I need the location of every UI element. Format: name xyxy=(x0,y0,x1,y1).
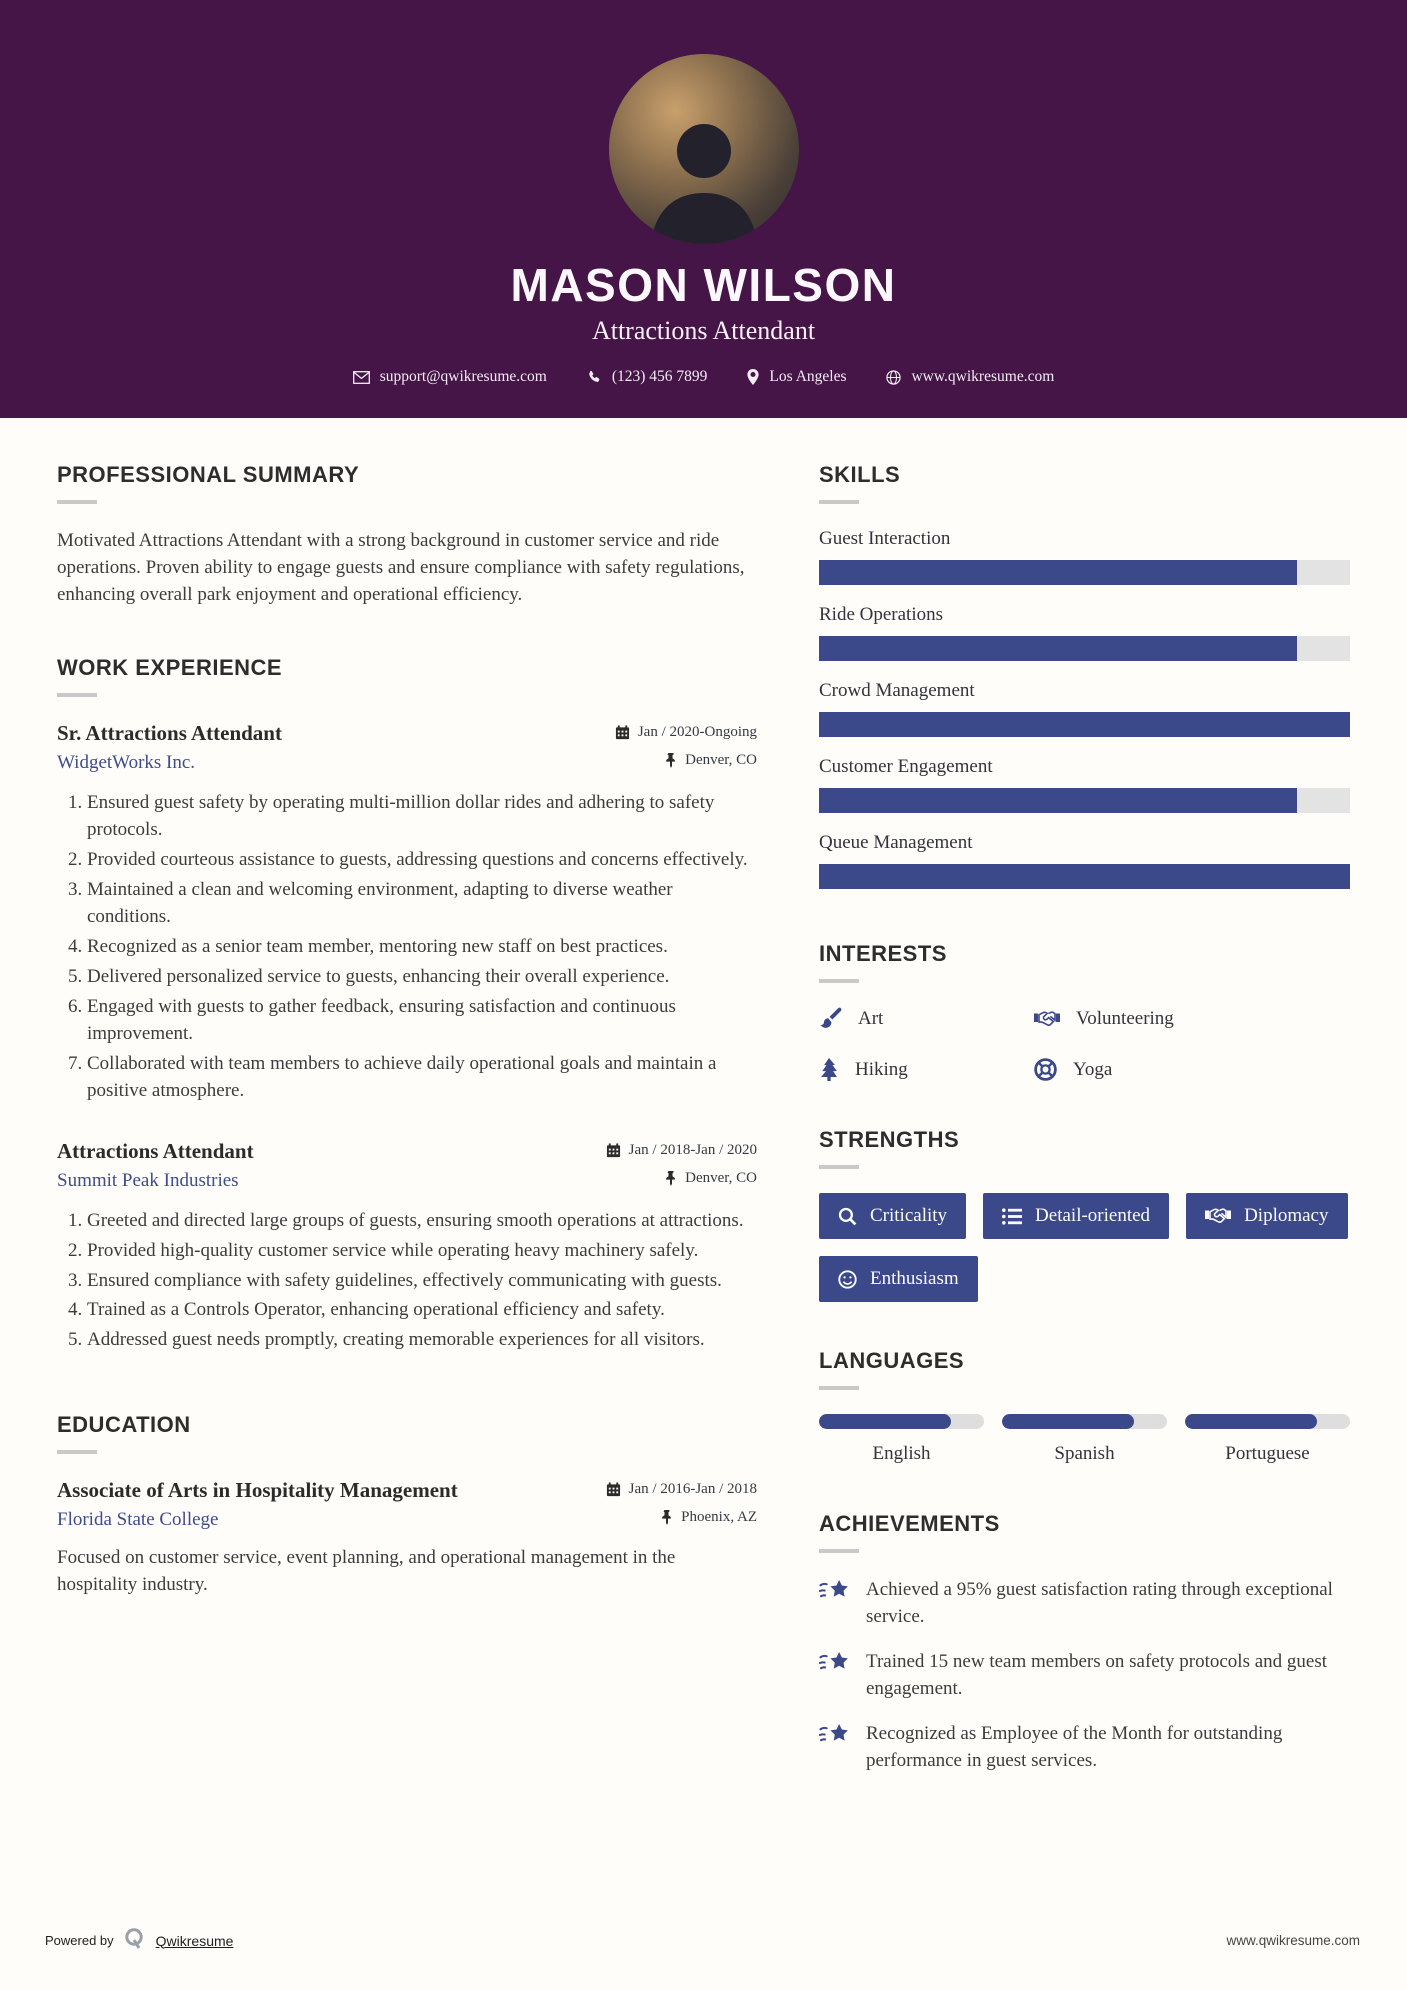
smiley-icon xyxy=(838,1270,857,1289)
job-bullet: 2. Provided high-quality customer service while operating heavy machinery safely. xyxy=(87,1238,757,1265)
interests-grid xyxy=(819,1007,1350,1081)
skill-bar-track xyxy=(819,560,1350,585)
map-pin-icon xyxy=(747,369,759,385)
achievement-text: Achieved a 95% guest satisfaction rating through exceptional service. xyxy=(866,1579,1333,1627)
education-description: Focused on customer service, event planning, and operational management in the hospitality industry. xyxy=(57,1547,676,1596)
skill-bar-track xyxy=(819,864,1350,889)
interest-item xyxy=(819,1007,1034,1030)
heading-rule xyxy=(57,500,97,504)
skill-bar-fill xyxy=(819,560,1297,585)
education-date xyxy=(606,1481,757,1498)
calendar-icon xyxy=(615,725,630,740)
section-strengths xyxy=(819,1127,1350,1302)
interests-heading: INTERESTS xyxy=(819,941,947,966)
paintbrush-icon xyxy=(819,1007,842,1030)
job-bullet: 1. Ensured guest safety by operating multi-million dollar rides and adhering to safety protocols. xyxy=(87,790,757,844)
job-bullet: 4. Recognized as a senior team member, mentoring new staff on best practices. xyxy=(87,934,757,961)
list-icon xyxy=(1002,1208,1022,1225)
strengths-heading: STRENGTHS xyxy=(819,1127,960,1152)
section-languages xyxy=(819,1348,1350,1465)
pine-tree-icon xyxy=(819,1058,839,1081)
strength-badge-enthusiasm xyxy=(819,1256,978,1302)
skill-label: Queue Management xyxy=(819,832,973,853)
interest-item xyxy=(1034,1058,1350,1081)
contact-row xyxy=(0,368,1407,386)
job-bullet: 5. Delivered personalized service to guests, enhancing their overall experience. xyxy=(87,964,757,991)
school-link[interactable]: Florida State College xyxy=(57,1509,219,1531)
handshake-icon xyxy=(1034,1010,1060,1028)
footer-website[interactable]: www.qwikresume.com xyxy=(1226,1933,1360,1948)
section-skills xyxy=(819,462,1350,889)
contact-website[interactable] xyxy=(886,368,1054,386)
skill-item xyxy=(819,604,1350,661)
job-bullet: 4. Trained as a Controls Operator, enhancing operational efficiency and safety. xyxy=(87,1297,757,1324)
globe-icon xyxy=(886,370,901,385)
work-entry xyxy=(57,721,757,1105)
job-title-subtitle: Attractions Attendant xyxy=(591,316,816,345)
job-location xyxy=(665,1170,757,1187)
language-bar-fill xyxy=(819,1414,951,1429)
company-link[interactable]: Summit Peak Industries xyxy=(57,1169,239,1191)
work-heading: WORK EXPERIENCE xyxy=(57,654,283,680)
education-location-text: Phoenix, AZ xyxy=(681,1509,757,1526)
magnifier-icon xyxy=(838,1207,857,1226)
skill-item xyxy=(819,680,1350,737)
interest-item xyxy=(819,1058,1034,1081)
contact-email[interactable] xyxy=(353,368,547,386)
degree-title: Associate of Arts in Hospitality Management xyxy=(57,1478,458,1503)
education-location xyxy=(661,1509,757,1526)
pushpin-icon xyxy=(665,753,677,768)
interest-item xyxy=(1034,1007,1350,1030)
envelope-icon xyxy=(353,371,370,384)
powered-by-label: Powered by xyxy=(45,1933,114,1948)
skill-label: Crowd Management xyxy=(819,680,975,701)
interest-label: Hiking xyxy=(855,1058,908,1080)
work-entry xyxy=(57,1139,757,1355)
language-bar-track xyxy=(819,1414,984,1429)
education-heading: EDUCATION xyxy=(57,1412,191,1438)
skill-label: Customer Engagement xyxy=(819,756,993,777)
section-achievements xyxy=(819,1511,1350,1775)
lifebuoy-icon xyxy=(1034,1058,1057,1081)
job-location xyxy=(665,752,757,769)
handshake-icon xyxy=(1205,1207,1231,1225)
phone-icon xyxy=(587,370,602,385)
contact-phone xyxy=(587,368,708,386)
skill-item xyxy=(819,756,1350,813)
job-date xyxy=(615,724,757,741)
language-item xyxy=(819,1414,984,1465)
heading-rule xyxy=(819,500,859,504)
section-work-experience xyxy=(57,655,757,1355)
skill-bar-fill xyxy=(819,864,1350,889)
education-entry xyxy=(57,1478,757,1599)
section-education xyxy=(57,1412,757,1599)
heading-rule xyxy=(57,693,97,697)
languages-heading: LANGUAGES xyxy=(819,1348,965,1373)
language-bar-track xyxy=(1002,1414,1167,1429)
achievement-item xyxy=(819,1577,1350,1630)
skills-heading: SKILLS xyxy=(819,462,901,487)
job-bullet-list xyxy=(57,1208,757,1355)
strengths-list xyxy=(819,1193,1350,1302)
job-bullet: 6. Engaged with guests to gather feedback, ensuring satisfaction and continuous improvement. xyxy=(87,994,757,1048)
achievement-item xyxy=(819,1649,1350,1702)
achievement-text: Recognized as Employee of the Month for outstanding performance in guest services. xyxy=(866,1723,1283,1771)
right-column xyxy=(819,462,1350,1821)
contact-location-text: Los Angeles xyxy=(769,368,847,385)
job-date-text: Jan / 2018-Jan / 2020 xyxy=(628,1141,757,1158)
skill-item xyxy=(819,832,1350,889)
heading-rule xyxy=(819,1165,859,1169)
skill-label: Ride Operations xyxy=(819,604,944,625)
header xyxy=(0,0,1407,418)
job-location-text: Denver, CO xyxy=(685,751,757,768)
skill-bar-fill xyxy=(819,636,1297,661)
strength-badge-diplomacy xyxy=(1186,1193,1347,1239)
achievement-item xyxy=(819,1721,1350,1774)
language-item xyxy=(1185,1414,1350,1465)
job-bullet: 3. Ensured compliance with safety guidelines, effectively communicating with guests. xyxy=(87,1268,757,1295)
qwikresume-logo-icon xyxy=(124,1927,146,1954)
language-bar-fill xyxy=(1185,1414,1317,1429)
contact-email-text: support@qwikresume.com xyxy=(379,368,547,385)
job-bullet: 7. Collaborated with team members to achieve daily operational goals and maintain a positive atmosphere. xyxy=(87,1051,757,1105)
section-interests xyxy=(819,941,1350,1081)
summary-text: Motivated Attractions Attendant with a strong background in customer service and ride operations. Proven ability to engage guests and ensure compliance with safety regulations, enhancing overall park enjoyment and operational efficiency. xyxy=(57,530,745,605)
job-bullet: 1. Greeted and directed large groups of guests, ensuring smooth operations at attractions. xyxy=(87,1208,757,1235)
section-professional-summary xyxy=(57,462,757,609)
contact-website-text: www.qwikresume.com xyxy=(911,368,1055,385)
education-date-text: Jan / 2016-Jan / 2018 xyxy=(628,1481,757,1498)
language-label: Portuguese xyxy=(1225,1443,1310,1464)
skill-bar-track xyxy=(819,788,1350,813)
pushpin-icon xyxy=(665,1171,677,1186)
heading-rule xyxy=(819,979,859,983)
languages-list xyxy=(819,1414,1350,1465)
summary-heading: PROFESSIONAL SUMMARY xyxy=(57,462,360,487)
achievements-heading: ACHIEVEMENTS xyxy=(819,1511,1000,1536)
shooting-star-icon xyxy=(819,1577,851,1630)
job-title: Attractions Attendant xyxy=(57,1138,254,1163)
job-bullet: 2. Provided courteous assistance to guests, addressing questions and concerns effectively. xyxy=(87,847,757,874)
language-label: English xyxy=(872,1443,931,1464)
skill-bar-fill xyxy=(819,712,1350,737)
company-link[interactable]: WidgetWorks Inc. xyxy=(57,751,196,773)
left-column xyxy=(57,462,757,1821)
strength-badge-detail-oriented xyxy=(983,1193,1169,1239)
footer xyxy=(45,1927,1360,1954)
person-silhouette-icon xyxy=(629,100,779,244)
pushpin-icon xyxy=(661,1510,673,1525)
skill-bar-fill xyxy=(819,788,1297,813)
page-title: MASON WILSON xyxy=(510,259,897,311)
job-bullet-list xyxy=(57,790,757,1105)
main-content xyxy=(0,418,1407,1821)
skill-item xyxy=(819,528,1350,585)
strength-label: Diplomacy xyxy=(1244,1205,1329,1226)
shooting-star-icon xyxy=(819,1721,851,1774)
shooting-star-icon xyxy=(819,1649,851,1702)
strength-badge-criticality xyxy=(819,1193,966,1239)
job-bullet: 3. Maintained a clean and welcoming environment, adapting to diverse weather conditions. xyxy=(87,877,757,931)
language-bar-track xyxy=(1185,1414,1350,1429)
calendar-icon xyxy=(606,1143,621,1158)
strength-label: Enthusiasm xyxy=(870,1268,959,1289)
qwikresume-link[interactable]: Qwikresume xyxy=(155,1932,234,1949)
job-title: Sr. Attractions Attendant xyxy=(57,720,282,745)
interest-label: Yoga xyxy=(1073,1058,1113,1080)
footer-brand xyxy=(45,1927,233,1954)
calendar-icon xyxy=(606,1482,621,1497)
language-item xyxy=(1002,1414,1167,1465)
interest-label: Art xyxy=(858,1007,884,1029)
contact-phone-text: (123) 456 7899 xyxy=(611,368,708,385)
achievement-text: Trained 15 new team members on safety protocols and guest engagement. xyxy=(866,1651,1328,1699)
skill-bar-track xyxy=(819,636,1350,661)
interest-label: Volunteering xyxy=(1076,1007,1174,1029)
strength-label: Detail-oriented xyxy=(1035,1205,1151,1226)
contact-location xyxy=(747,368,846,386)
skill-label: Guest Interaction xyxy=(819,528,951,549)
strength-label: Criticality xyxy=(870,1205,948,1226)
language-bar-fill xyxy=(1002,1414,1134,1429)
heading-rule xyxy=(57,1450,97,1454)
job-location-text: Denver, CO xyxy=(685,1169,757,1186)
job-date xyxy=(606,1142,757,1159)
job-bullet: 5. Addressed guest needs promptly, creating memorable experiences for all visitors. xyxy=(87,1327,757,1354)
avatar xyxy=(609,54,799,244)
skill-bar-track xyxy=(819,712,1350,737)
heading-rule xyxy=(819,1549,859,1553)
language-label: Spanish xyxy=(1054,1443,1115,1464)
heading-rule xyxy=(819,1386,859,1390)
job-date-text: Jan / 2020-Ongoing xyxy=(637,723,757,740)
